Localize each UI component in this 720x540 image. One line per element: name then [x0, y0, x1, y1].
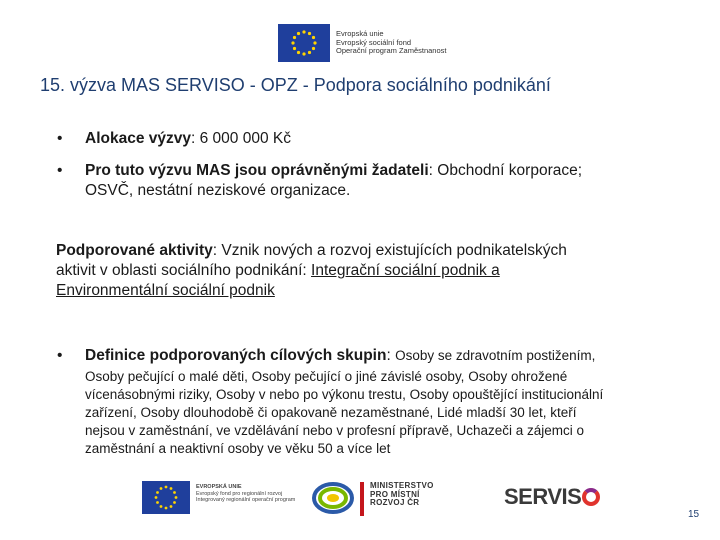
eu-fund-text: EVROPSKÁ UNIE Evropský fond pro regionální rozvoj Integrovaný regionální operační program [196, 484, 296, 503]
eu-stars-icon [278, 24, 330, 62]
supported-activities: Podporované aktivity: Vznik nových a rozvoj existujících podnikatelských aktivit v oblasti sociálního podnikání: Integrační sociální podnik a Environmentální sociální podnik [56, 242, 567, 299]
page-title: 15. výzva MAS SERVISO - OPZ - Podpora sociálního podnikání [40, 75, 551, 95]
bullet-applicants: • Pro tuto výzvu MAS jsou oprávněnými žadateli: Obchodní korporace; OSVČ, nestátní neziskové organizace. [57, 162, 583, 199]
page-number: 15 [688, 509, 700, 520]
bullet-allocation: • Alokace výzvy: 6 000 000 Kč [57, 130, 291, 147]
mmr-mark [360, 482, 364, 516]
eu-stars-icon [142, 481, 190, 514]
bullet-icon: • [57, 162, 63, 179]
bullet-label: Alokace výzvy [85, 130, 191, 147]
target-groups: • Definice podporovaných cílových skupin: Osoby se zdravotním postižením, Osoby pečující o malé děti, Osoby pečující o jiné závislé osoby, Osoby ohrožené vícenásobnými riziky, Osoby v nebo po výkonu trestu, Osoby opouštějící institucionální zařízení, Osoby dlouhodobě či opakovaně nezaměstnané, Lidé mladší 30 let, kteří nejsou v zaměstnání, ve vzdělávání nebo v profesní přípravě, Uchazeči a zájemci o zaměstnání a neaktivní osoby ve věku 50 a více let [57, 346, 697, 458]
bullet-icon: • [57, 347, 63, 364]
eu-logo-text: Evropská unie Evropský sociální fond Operační program Zaměstnanost [336, 29, 447, 55]
serviso-logo: SERVIS [504, 484, 600, 510]
bullet-icon: • [57, 130, 63, 147]
opz-swirl-logo [312, 478, 354, 518]
mmr-logo-text: MINISTERSTVO PRO MÍSTNÍ ROZVOJ ČR [370, 481, 434, 507]
serviso-o-icon [582, 488, 600, 506]
target-groups-list: Osoby pečující o malé děti, Osoby pečující o jiné závislé osoby, Osoby ohrožené vícenásobnými riziky, Osoby v nebo po výkonu trestu, Osoby opouštějící institucionální zařízení, Osoby dlouhodobě či opakovaně nezaměstnané, Lidé mladší 30 let, kteří nejsou v zaměstnání, ve vzdělávání nebo v profesní přípravě, Uchazeči a zájemci o zaměstnání a neaktivní osoby ve věku 50 a více let [85, 369, 604, 456]
bullet-label: Pro tuto výzvu MAS jsou oprávněnými žadateli [85, 162, 429, 179]
swirl-icon [312, 478, 354, 518]
eu-fund-logo [142, 481, 190, 514]
eu-flag-logo [278, 24, 330, 62]
